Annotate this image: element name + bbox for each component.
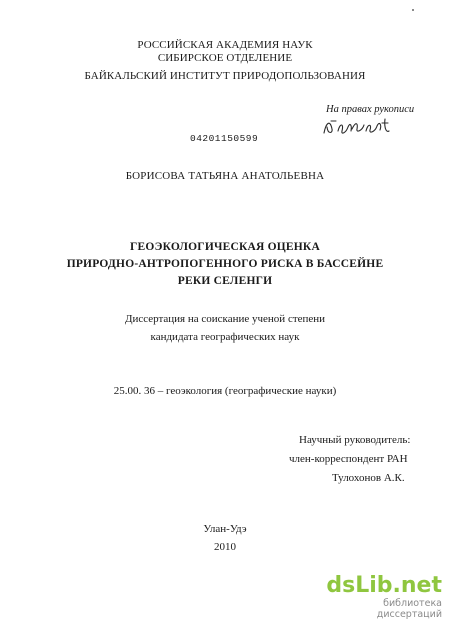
- city: Улан-Удэ: [203, 523, 247, 535]
- branch-name: СИБИРСКОЕ ОТДЕЛЕНИЕ: [157, 52, 293, 64]
- year: 2010: [214, 541, 236, 553]
- scan-speck: [412, 9, 414, 11]
- degree-line-2: кандидата географических наук: [150, 331, 300, 343]
- dslib-watermark[interactable]: [324, 573, 442, 620]
- supervisor-label: Научный руководитель:: [299, 434, 411, 446]
- thesis-title-line-2: ПРИРОДНО-АНТРОПОГЕННОГО РИСКА В БАССЕЙНЕ: [66, 258, 384, 270]
- thesis-title-line-1: ГЕОЭКОЛОГИЧЕСКАЯ ОЦЕНКА: [130, 241, 320, 253]
- supervisor-name: Тулохонов А.К.: [332, 472, 405, 484]
- academy-name: РОССИЙСКАЯ АКАДЕМИЯ НАУК: [137, 39, 313, 51]
- handwritten-signature: [322, 115, 402, 139]
- thesis-title-line-3: РЕКИ СЕЛЕНГИ: [177, 275, 273, 287]
- author-name: БОРИСОВА ТАТЬЯНА АНАТОЛЬЕВНА: [125, 170, 325, 182]
- supervisor-position: член-корреспондент РАН: [289, 453, 408, 465]
- dslib-logo: dsLib.net: [326, 573, 442, 598]
- manuscript-note: На правах рукописи: [326, 104, 415, 115]
- dslib-tagline: библиотека диссертаций: [376, 598, 442, 620]
- specialty-code: 25.00. 36 – геоэкология (географические науки): [113, 385, 337, 397]
- document-number: 04201150599: [190, 133, 259, 144]
- degree-line-1: Диссертация на соискание ученой степени: [124, 313, 326, 325]
- institute-name: БАЙКАЛЬСКИЙ ИНСТИТУТ ПРИРОДОПОЛЬЗОВАНИЯ: [84, 70, 366, 82]
